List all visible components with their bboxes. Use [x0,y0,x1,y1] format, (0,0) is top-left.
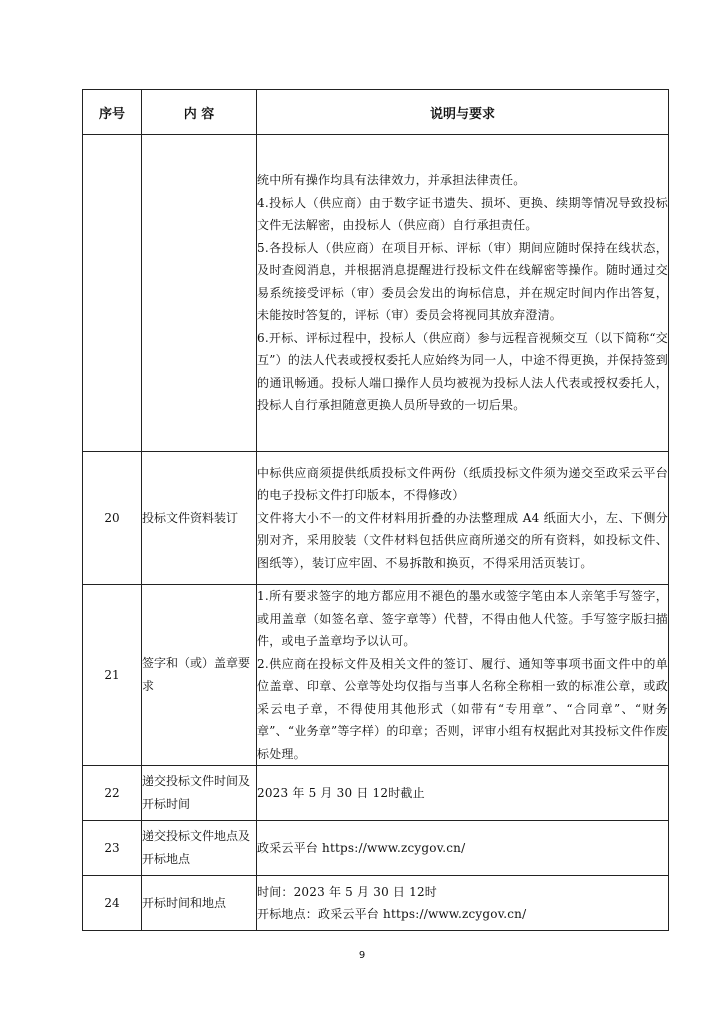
requirements-table [82,89,669,931]
row-number: 22 [83,766,142,821]
row-number: 21 [83,585,142,766]
description-paragraph: 2023 年 5 月 30 日 12时截止 [257,785,425,800]
description-paragraph: 4.投标人（供应商）由于数字证书遗失、损坏、更换、续期等情况导致投标文件无法解密，由投标人（供应商）自行承担责任。 [257,195,668,233]
description-paragraph: 文件将大小不一的文件材料用折叠的办法整理成 A4 纸面大小，左、下侧分别对齐，采用胶装（文件材料包括供应商所递交的所有资料，如投标文件、图纸等），装订应牢固、不易拆散和换页，不得采用活页装订。 [257,510,668,570]
row-description [257,135,669,452]
row-description [257,766,669,821]
row-number: 23 [83,821,142,876]
description-paragraph: 开标地点：政采云平台 https://www.zcygov.cn/ [257,907,527,921]
description-paragraph: 1.所有要求签字的地方都应用不褪色的墨水或签字笔由本人亲笔手写签字，或用盖章（如签名章、签字章等）代替，不得由他人代签。手写签字版扫描件，或电子盖章均予以认可。 [257,589,668,648]
table-row [83,766,669,821]
table-row [83,821,669,876]
table-row [83,585,669,766]
description-paragraph: 时间：2023 年 5 月 30 日 12时 [257,884,438,899]
row-item: 递交投标文件时间及开标时间 [142,766,257,821]
row-item: 递交投标文件地点及开标地点 [142,821,257,876]
row-number [83,135,142,452]
page-number: 9 [358,950,366,961]
description-paragraph: 中标供应商须提供纸质投标文件两份（纸质投标文件须为递交至政采云平台的电子投标文件打印版本，不得修改） [257,465,668,503]
table-header-row [83,90,669,135]
description-paragraph: 2.供应商在投标文件及相关文件的签订、履行、通知等事项书面文件中的单位盖章、印章、公章等处均仅指与当事人名称全称相一致的标准公章，或政采云电子章，不得使用其他形式（如带有“专用章”、“合同章”、“财务章”、“业务章”等字样）的印章；否则，评审小组有权据此对其投标文件作废标处理。 [257,656,668,761]
row-description [257,585,669,766]
row-number: 20 [83,452,142,585]
row-item: 签字和（或）盖章要求 [142,585,257,766]
row-item: 投标文件资料装订 [142,452,257,585]
description-paragraph: 政采云平台 https://www.zcygov.cn/ [257,840,466,855]
table-row [83,876,669,931]
description-paragraph: 6.开标、评标过程中，投标人（供应商）参与远程音视频交互（以下简称“交互”）的法人代表或授权委托人应始终为同一人，中途不得更换，并保持签到的通讯畅通。投标人端口操作人员均被视为投标人法人代表或授权委托人，投标人自行承担随意更换人员所导致的一切后果。 [257,330,668,413]
row-item: 开标时间和地点 [142,876,257,931]
row-item [142,135,257,452]
table-row [83,135,669,452]
row-description [257,821,669,876]
description-paragraph: 统中所有操作均具有法律效力，并承担法律责任。 [257,173,526,188]
header-requirements: 说明与要求 [257,90,669,135]
table-row [83,452,669,585]
row-description [257,876,669,931]
header-number: 序号 [83,90,142,135]
row-number: 24 [83,876,142,931]
description-paragraph: 5.各投标人（供应商）在项目开标、评标（审）期间应随时保持在线状态，及时查阅消息，并根据消息提醒进行投标文件在线解密等操作。随时通过交易系统接受评标（审）委员会发出的询标信息，并在规定时间内作出答复，未能按时答复的，评标（审）委员会将视同其放弃澄清。 [257,240,668,323]
header-content: 内 容 [142,90,257,135]
row-description [257,452,669,585]
